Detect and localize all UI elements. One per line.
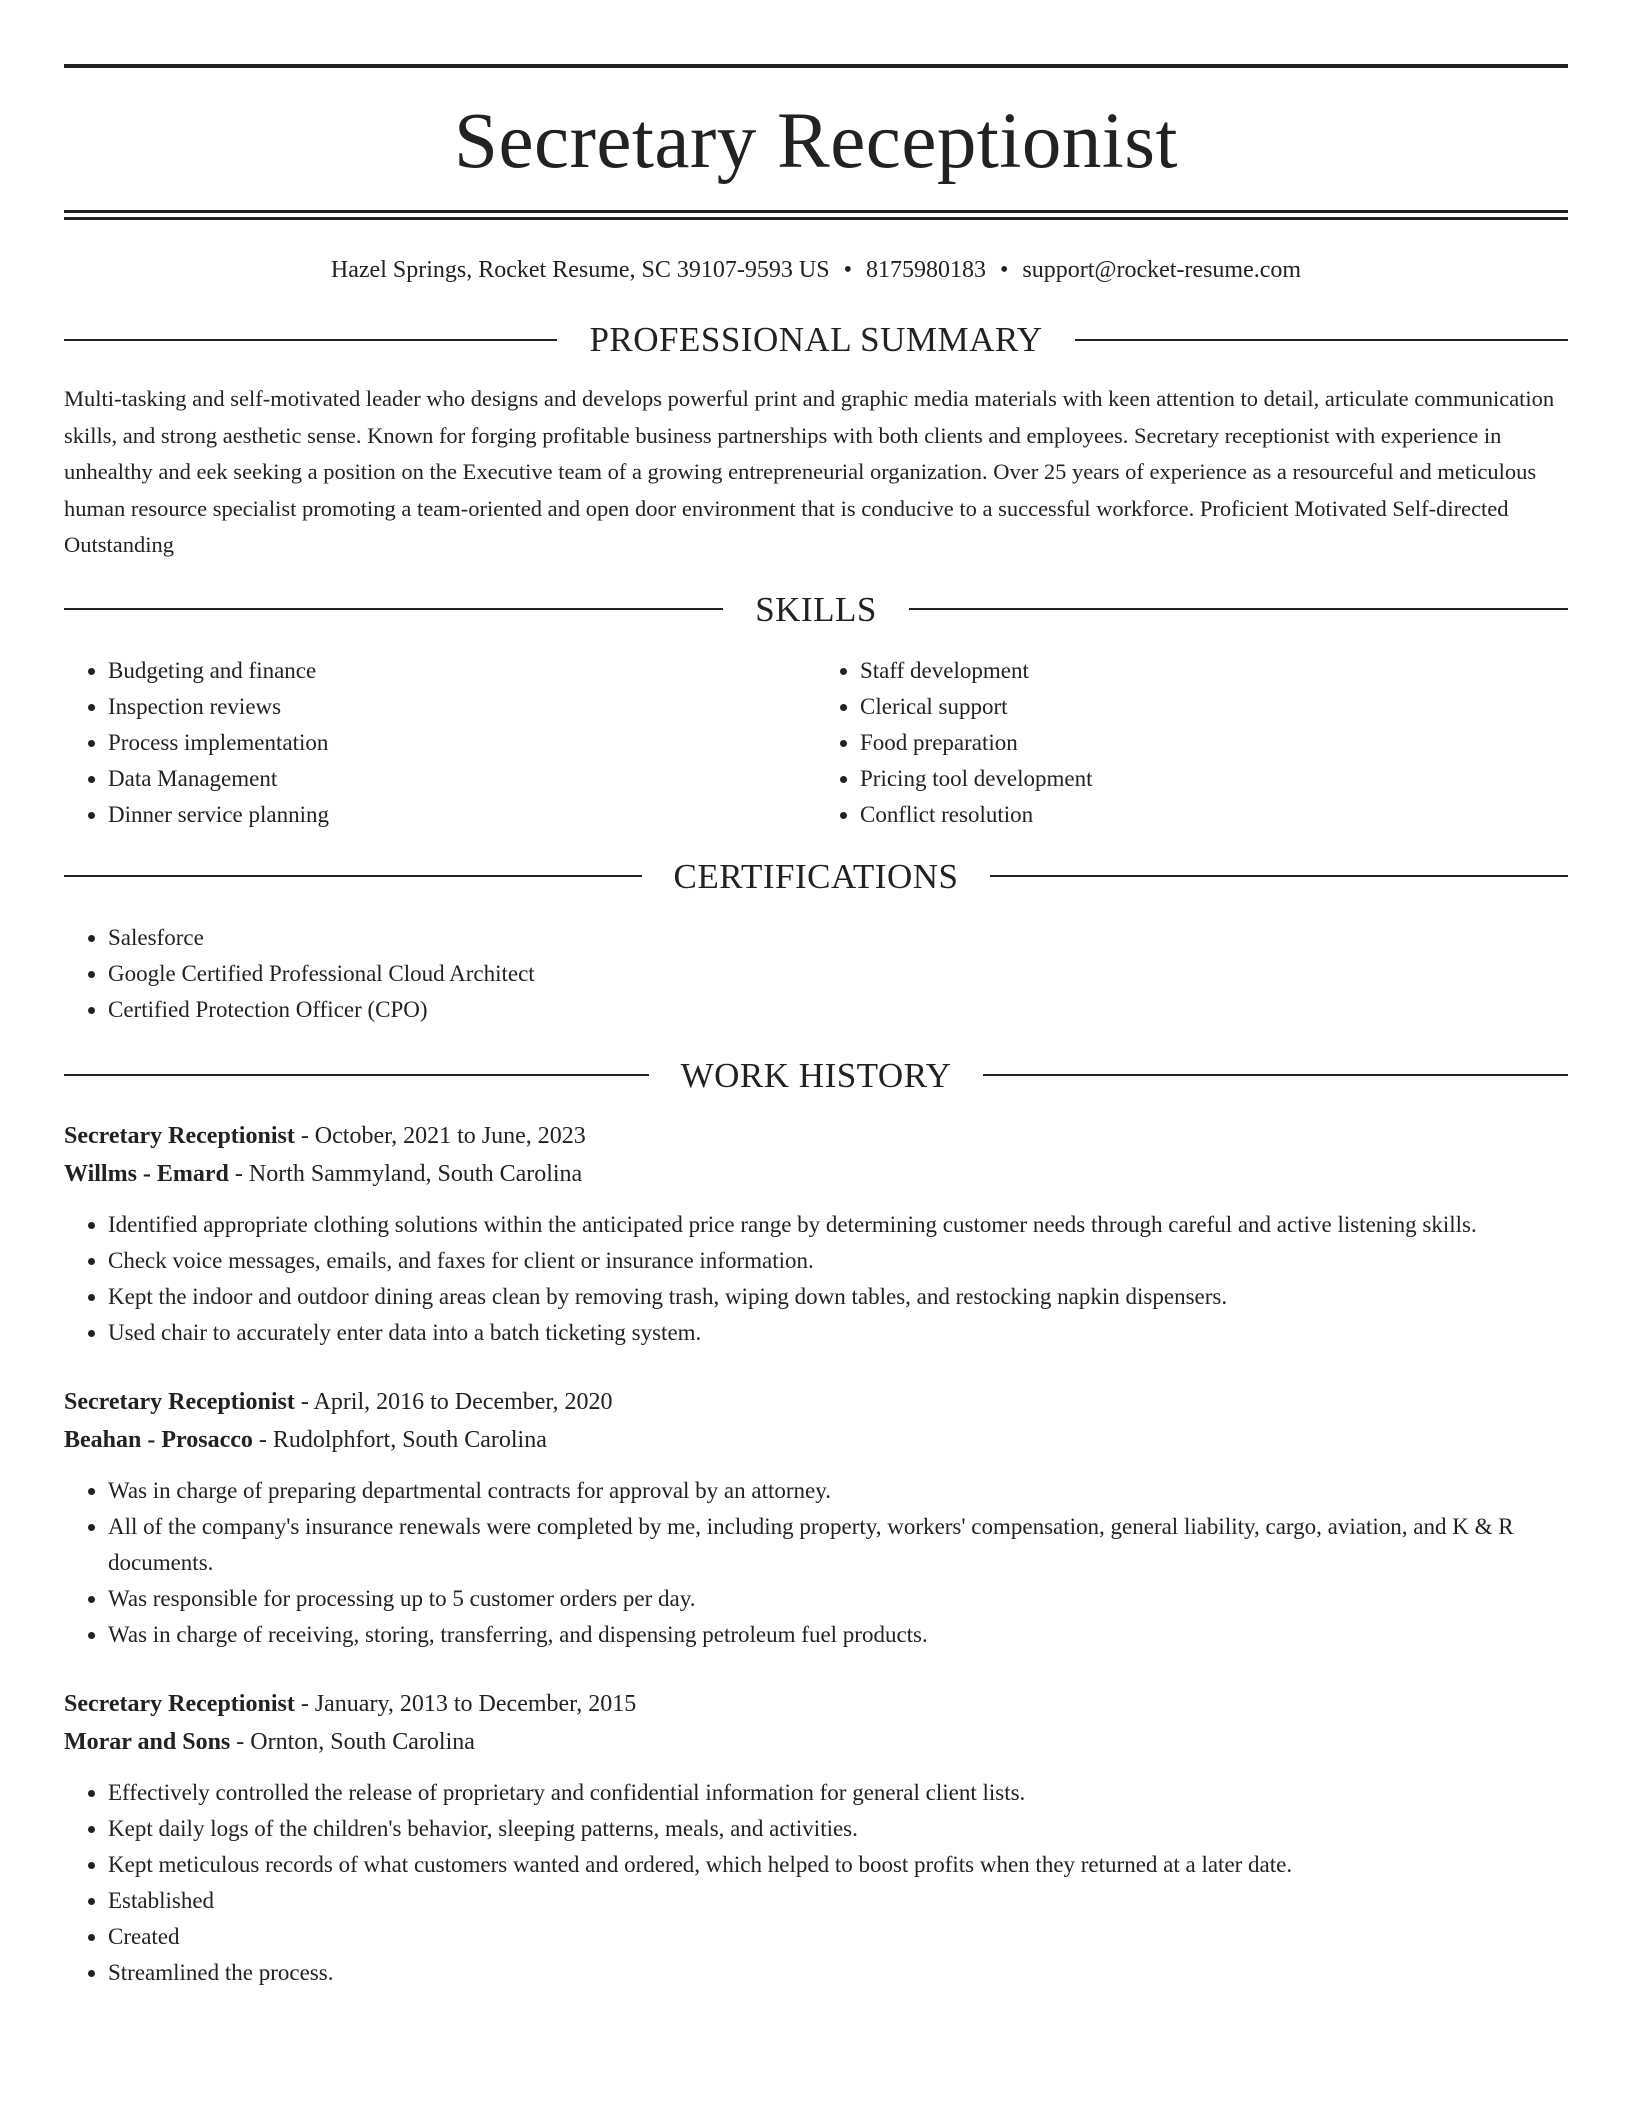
job-bullet: • Created <box>108 1919 1568 1955</box>
heading-rule-left <box>64 339 557 341</box>
certification-item: • Google Certified Professional Cloud Architect <box>108 956 1568 992</box>
job-entry <box>64 1685 1568 1991</box>
skill-item: • Pricing tool development <box>860 761 1568 797</box>
skill-item: • Process implementation <box>108 725 816 761</box>
job-bullet: • Streamlined the process. <box>108 1955 1568 1991</box>
skill-item: • Staff development <box>860 653 1568 689</box>
job-title-line <box>64 1117 1568 1155</box>
job-dates: - October, 2021 to June, 2023 <box>294 1122 586 1149</box>
job-title-line <box>64 1383 1568 1421</box>
job-bullet: • Was in charge of receiving, storing, transferring, and dispensing petroleum fuel products. <box>108 1617 1568 1653</box>
skills-heading <box>64 589 1568 629</box>
job-bullet: • Used chair to accurately enter data into a batch ticketing system. <box>108 1315 1568 1351</box>
job-location: - North Sammyland, South Carolina <box>228 1160 583 1187</box>
heading-rule-right <box>909 608 1568 610</box>
job-bullets <box>64 1473 1568 1653</box>
heading-rule-left <box>64 1074 649 1076</box>
job-bullet: • Effectively controlled the release of proprietary and confidential information for general client lists. <box>108 1775 1568 1811</box>
job-dates: - April, 2016 to December, 2020 <box>294 1388 613 1415</box>
heading-rule-left <box>64 608 723 610</box>
skills-heading-label: SKILLS <box>755 589 877 629</box>
contact-email: support@rocket-resume.com <box>1022 257 1302 283</box>
certifications-list <box>64 920 1568 1028</box>
job-company-line <box>64 1723 1568 1761</box>
certification-item: • Certified Protection Officer (CPO) <box>108 992 1568 1028</box>
job-bullet: • Established <box>108 1883 1568 1919</box>
heading-rule-right <box>983 1074 1568 1076</box>
job-company: Morar and Sons <box>64 1728 231 1755</box>
work-history-heading-label: WORK HISTORY <box>680 1055 952 1095</box>
job-bullet: • Kept meticulous records of what customers wanted and ordered, which helped to boost profits when they returned at a later date. <box>108 1847 1568 1883</box>
job-bullet: • Kept the indoor and outdoor dining areas clean by removing trash, wiping down tables, and restocking napkin dispensers. <box>108 1279 1568 1315</box>
summary-text: Multi-tasking and self-motivated leader who designs and develops powerful print and graphic media materials with keen attention to detail, articulate communication skills, and strong aesthetic sense. Known for forging profitable business partnerships with both clients and employees. Secretary receptionist with experience in unhealthy and eek seeking a position on the Executive team of a growing entrepreneurial organization. Over 25 years of experience as a resourceful and meticulous human resource specialist promoting a team-oriented and open door environment that is conducive to a successful workforce. Proficient Motivated Self-directed Outstanding <box>64 386 1555 557</box>
job-dates: - January, 2013 to December, 2015 <box>294 1690 637 1717</box>
resume-name: Secretary Receptionist <box>454 98 1178 185</box>
job-bullet: • Kept daily logs of the children's behavior, sleeping patterns, meals, and activities. <box>108 1811 1568 1847</box>
job-company: Beahan - Prosacco <box>64 1426 253 1453</box>
contact-phone: 8175980183 <box>865 257 986 283</box>
summary-heading <box>64 322 1568 357</box>
job-title: Secretary Receptionist <box>64 1122 295 1149</box>
contact-line <box>64 254 1568 286</box>
skill-item: • Data Management <box>108 761 816 797</box>
heading-rule-right <box>990 875 1568 877</box>
job-bullet: • Was responsible for processing up to 5 customer orders per day. <box>108 1581 1568 1617</box>
certification-item: • Salesforce <box>108 920 1568 956</box>
skill-item: • Dinner service planning <box>108 797 816 833</box>
top-rule <box>64 64 1568 68</box>
job-bullet: • Was in charge of preparing departmental contracts for approval by an attorney. <box>108 1473 1568 1509</box>
job-location: - Rudolphfort, South Carolina <box>252 1426 547 1453</box>
name-double-rule <box>64 210 1568 220</box>
job-company: Willms - Emard <box>64 1160 229 1187</box>
job-entry <box>64 1117 1568 1351</box>
contact-address: Hazel Springs, Rocket Resume, SC 39107-9593 US <box>330 257 830 283</box>
job-title: Secretary Receptionist <box>64 1690 295 1717</box>
job-bullet: • All of the company's insurance renewals were completed by me, including property, workers' compensation, general liability, cargo, aviation, and K & R documents. <box>108 1509 1568 1581</box>
contact-separator: • <box>999 257 1009 283</box>
job-company-line <box>64 1155 1568 1193</box>
summary-heading-label: PROFESSIONAL SUMMARY <box>589 320 1043 359</box>
heading-rule-right <box>1075 339 1568 341</box>
job-bullets <box>64 1207 1568 1351</box>
skill-item: • Budgeting and finance <box>108 653 816 689</box>
skill-item: • Conflict resolution <box>860 797 1568 833</box>
skill-item: • Food preparation <box>860 725 1568 761</box>
job-bullet: • Check voice messages, emails, and faxes for client or insurance information. <box>108 1243 1568 1279</box>
work-history-heading <box>64 1055 1568 1095</box>
job-location: - Ornton, South Carolina <box>230 1728 475 1755</box>
job-bullets <box>64 1775 1568 1991</box>
certifications-heading <box>64 856 1568 896</box>
job-title: Secretary Receptionist <box>64 1388 295 1415</box>
skill-item: • Clerical support <box>860 689 1568 725</box>
skills-list-left <box>64 653 816 833</box>
job-company-line <box>64 1421 1568 1459</box>
certifications-heading-label: CERTIFICATIONS <box>673 856 959 896</box>
job-title-line <box>64 1685 1568 1723</box>
contact-separator: • <box>843 257 852 283</box>
skills-list-right <box>816 653 1568 833</box>
job-entry <box>64 1383 1568 1653</box>
skill-item: • Inspection reviews <box>108 689 816 725</box>
skills-grid <box>64 653 1568 833</box>
heading-rule-left <box>64 875 642 877</box>
job-bullet: • Identified appropriate clothing solutions within the anticipated price range by determining customer needs through careful and active listening skills. <box>108 1207 1568 1243</box>
